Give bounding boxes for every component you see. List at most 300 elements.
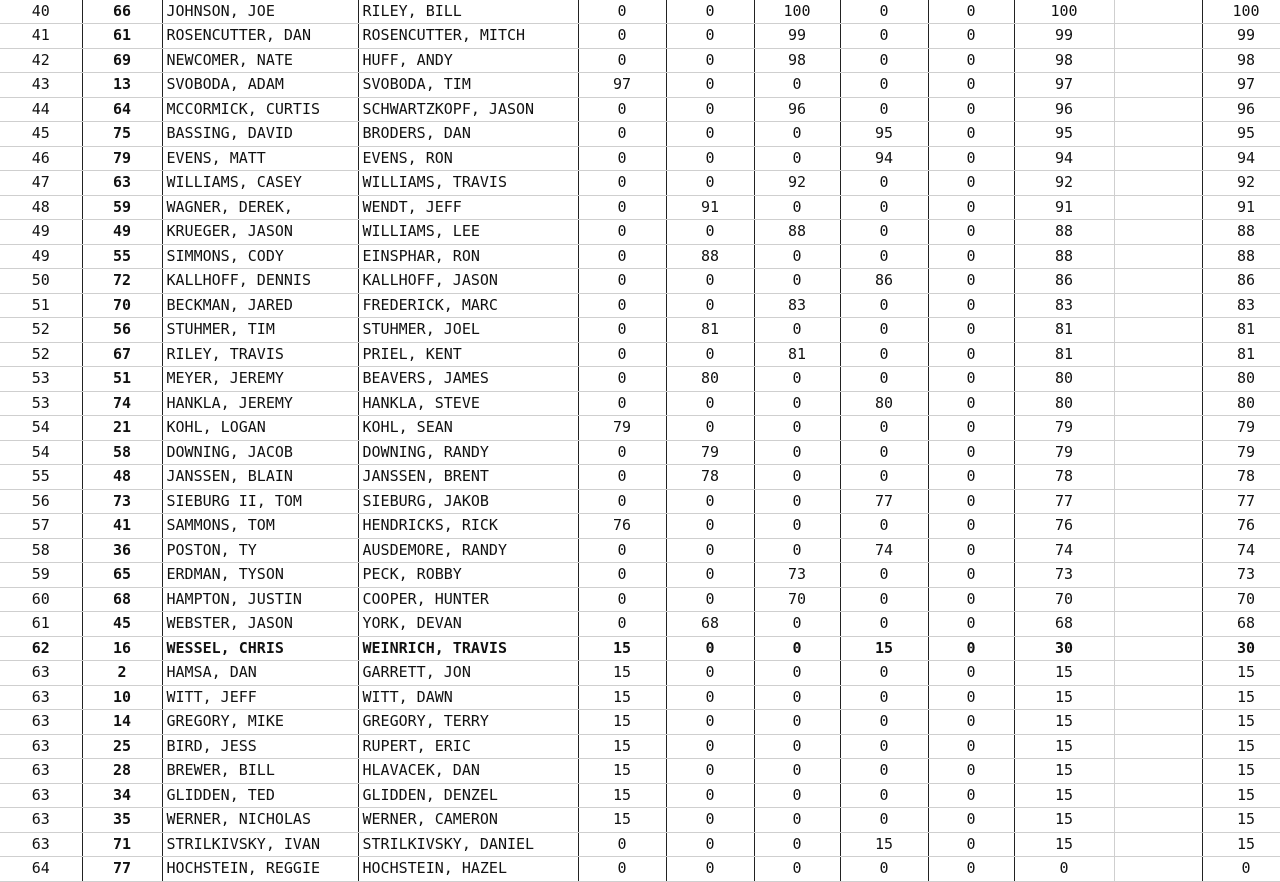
total-points-cell: 70	[1014, 587, 1114, 612]
partner-cell: JANSSEN, BRENT	[358, 465, 578, 490]
table-row	[0, 342, 1280, 367]
final-points-cell: 88	[1202, 244, 1280, 269]
blank-cell	[1114, 367, 1202, 392]
team-number-cell: 68	[82, 587, 162, 612]
partner-cell: HUFF, ANDY	[358, 48, 578, 73]
race-3-points-cell: 0	[754, 857, 840, 882]
team-number-cell: 48	[82, 465, 162, 490]
partner-cell: RUPERT, ERIC	[358, 734, 578, 759]
race-3-points-cell: 73	[754, 563, 840, 588]
place-cell: 46	[0, 146, 82, 171]
table-row	[0, 367, 1280, 392]
race-3-points-cell: 99	[754, 24, 840, 49]
partner-cell: ROSENCUTTER, MITCH	[358, 24, 578, 49]
race-2-points-cell: 0	[666, 808, 754, 833]
race-2-points-cell: 0	[666, 48, 754, 73]
table-row	[0, 293, 1280, 318]
driver-cell: STUHMER, TIM	[162, 318, 358, 343]
driver-cell: SAMMONS, TOM	[162, 514, 358, 539]
race-5-points-cell: 0	[928, 636, 1014, 661]
team-number-cell: 72	[82, 269, 162, 294]
partner-cell: GLIDDEN, DENZEL	[358, 783, 578, 808]
race-4-points-cell: 74	[840, 538, 928, 563]
table-row	[0, 146, 1280, 171]
race-3-points-cell: 0	[754, 808, 840, 833]
race-3-points-cell: 0	[754, 612, 840, 637]
partner-cell: GREGORY, TERRY	[358, 710, 578, 735]
total-points-cell: 91	[1014, 195, 1114, 220]
blank-cell	[1114, 122, 1202, 147]
place-cell: 47	[0, 171, 82, 196]
race-5-points-cell: 0	[928, 48, 1014, 73]
place-cell: 53	[0, 391, 82, 416]
partner-cell: WERNER, CAMERON	[358, 808, 578, 833]
table-row	[0, 269, 1280, 294]
driver-cell: GREGORY, MIKE	[162, 710, 358, 735]
place-cell: 45	[0, 122, 82, 147]
blank-cell	[1114, 48, 1202, 73]
place-cell: 62	[0, 636, 82, 661]
final-points-cell: 15	[1202, 832, 1280, 857]
total-points-cell: 77	[1014, 489, 1114, 514]
blank-cell	[1114, 220, 1202, 245]
place-cell: 63	[0, 685, 82, 710]
race-3-points-cell: 0	[754, 416, 840, 441]
race-1-points-cell: 0	[578, 538, 666, 563]
race-1-points-cell: 0	[578, 857, 666, 882]
race-5-points-cell: 0	[928, 538, 1014, 563]
driver-cell: WESSEL, CHRIS	[162, 636, 358, 661]
table-row	[0, 97, 1280, 122]
race-3-points-cell: 88	[754, 220, 840, 245]
blank-cell	[1114, 832, 1202, 857]
race-5-points-cell: 0	[928, 391, 1014, 416]
race-1-points-cell: 0	[578, 367, 666, 392]
race-5-points-cell: 0	[928, 342, 1014, 367]
place-cell: 57	[0, 514, 82, 539]
race-4-points-cell: 0	[840, 661, 928, 686]
final-points-cell: 15	[1202, 685, 1280, 710]
total-points-cell: 78	[1014, 465, 1114, 490]
blank-cell	[1114, 514, 1202, 539]
race-2-points-cell: 0	[666, 710, 754, 735]
place-cell: 49	[0, 220, 82, 245]
race-4-points-cell: 0	[840, 465, 928, 490]
race-1-points-cell: 0	[578, 220, 666, 245]
driver-cell: STRILKIVSKY, IVAN	[162, 832, 358, 857]
table-row	[0, 489, 1280, 514]
final-points-cell: 79	[1202, 416, 1280, 441]
race-3-points-cell: 100	[754, 0, 840, 24]
race-4-points-cell: 0	[840, 73, 928, 98]
team-number-cell: 73	[82, 489, 162, 514]
team-number-cell: 67	[82, 342, 162, 367]
total-points-cell: 15	[1014, 832, 1114, 857]
place-cell: 43	[0, 73, 82, 98]
blank-cell	[1114, 440, 1202, 465]
race-4-points-cell: 0	[840, 685, 928, 710]
team-number-cell: 63	[82, 171, 162, 196]
table-row	[0, 857, 1280, 882]
partner-cell: PRIEL, KENT	[358, 342, 578, 367]
race-1-points-cell: 0	[578, 612, 666, 637]
partner-cell: HOCHSTEIN, HAZEL	[358, 857, 578, 882]
blank-cell	[1114, 391, 1202, 416]
race-2-points-cell: 0	[666, 391, 754, 416]
race-5-points-cell: 0	[928, 489, 1014, 514]
partner-cell: SIEBURG, JAKOB	[358, 489, 578, 514]
table-row	[0, 832, 1280, 857]
race-3-points-cell: 0	[754, 514, 840, 539]
partner-cell: HANKLA, STEVE	[358, 391, 578, 416]
race-4-points-cell: 15	[840, 636, 928, 661]
total-points-cell: 76	[1014, 514, 1114, 539]
final-points-cell: 15	[1202, 710, 1280, 735]
blank-cell	[1114, 489, 1202, 514]
race-3-points-cell: 0	[754, 318, 840, 343]
race-1-points-cell: 0	[578, 465, 666, 490]
final-points-cell: 83	[1202, 293, 1280, 318]
race-1-points-cell: 97	[578, 73, 666, 98]
race-5-points-cell: 0	[928, 514, 1014, 539]
table-row	[0, 661, 1280, 686]
driver-cell: SIMMONS, CODY	[162, 244, 358, 269]
race-3-points-cell: 0	[754, 465, 840, 490]
race-5-points-cell: 0	[928, 612, 1014, 637]
race-5-points-cell: 0	[928, 710, 1014, 735]
race-5-points-cell: 0	[928, 563, 1014, 588]
race-4-points-cell: 95	[840, 122, 928, 147]
total-points-cell: 68	[1014, 612, 1114, 637]
race-4-points-cell: 0	[840, 734, 928, 759]
total-points-cell: 15	[1014, 783, 1114, 808]
place-cell: 61	[0, 612, 82, 637]
total-points-cell: 74	[1014, 538, 1114, 563]
table-row	[0, 195, 1280, 220]
race-4-points-cell: 0	[840, 783, 928, 808]
race-1-points-cell: 0	[578, 24, 666, 49]
race-3-points-cell: 0	[754, 661, 840, 686]
final-points-cell: 94	[1202, 146, 1280, 171]
race-3-points-cell: 92	[754, 171, 840, 196]
blank-cell	[1114, 24, 1202, 49]
race-5-points-cell: 0	[928, 220, 1014, 245]
race-2-points-cell: 0	[666, 563, 754, 588]
blank-cell	[1114, 783, 1202, 808]
race-1-points-cell: 0	[578, 195, 666, 220]
blank-cell	[1114, 0, 1202, 24]
partner-cell: SCHWARTZKOPF, JASON	[358, 97, 578, 122]
race-4-points-cell: 0	[840, 612, 928, 637]
race-4-points-cell: 0	[840, 710, 928, 735]
place-cell: 63	[0, 710, 82, 735]
driver-cell: ERDMAN, TYSON	[162, 563, 358, 588]
race-5-points-cell: 0	[928, 244, 1014, 269]
team-number-cell: 25	[82, 734, 162, 759]
table-row	[0, 122, 1280, 147]
driver-cell: KRUEGER, JASON	[162, 220, 358, 245]
race-1-points-cell: 0	[578, 269, 666, 294]
race-3-points-cell: 83	[754, 293, 840, 318]
final-points-cell: 0	[1202, 857, 1280, 882]
driver-cell: BIRD, JESS	[162, 734, 358, 759]
driver-cell: EVENS, MATT	[162, 146, 358, 171]
place-cell: 41	[0, 24, 82, 49]
race-4-points-cell: 0	[840, 367, 928, 392]
race-1-points-cell: 0	[578, 489, 666, 514]
race-2-points-cell: 80	[666, 367, 754, 392]
final-points-cell: 68	[1202, 612, 1280, 637]
race-2-points-cell: 0	[666, 759, 754, 784]
race-5-points-cell: 0	[928, 122, 1014, 147]
blank-cell	[1114, 710, 1202, 735]
total-points-cell: 100	[1014, 0, 1114, 24]
race-3-points-cell: 0	[754, 759, 840, 784]
partner-cell: BRODERS, DAN	[358, 122, 578, 147]
place-cell: 54	[0, 440, 82, 465]
team-number-cell: 45	[82, 612, 162, 637]
race-2-points-cell: 0	[666, 734, 754, 759]
race-2-points-cell: 0	[666, 636, 754, 661]
blank-cell	[1114, 808, 1202, 833]
race-5-points-cell: 0	[928, 367, 1014, 392]
final-points-cell: 77	[1202, 489, 1280, 514]
table-row	[0, 244, 1280, 269]
team-number-cell: 56	[82, 318, 162, 343]
place-cell: 55	[0, 465, 82, 490]
partner-cell: YORK, DEVAN	[358, 612, 578, 637]
race-5-points-cell: 0	[928, 734, 1014, 759]
race-4-points-cell: 0	[840, 563, 928, 588]
blank-cell	[1114, 734, 1202, 759]
partner-cell: WEINRICH, TRAVIS	[358, 636, 578, 661]
race-2-points-cell: 0	[666, 587, 754, 612]
race-4-points-cell: 0	[840, 440, 928, 465]
race-4-points-cell: 0	[840, 342, 928, 367]
race-4-points-cell: 0	[840, 220, 928, 245]
blank-cell	[1114, 685, 1202, 710]
team-number-cell: 34	[82, 783, 162, 808]
total-points-cell: 80	[1014, 367, 1114, 392]
partner-cell: STUHMER, JOEL	[358, 318, 578, 343]
place-cell: 44	[0, 97, 82, 122]
team-number-cell: 71	[82, 832, 162, 857]
blank-cell	[1114, 416, 1202, 441]
race-5-points-cell: 0	[928, 146, 1014, 171]
driver-cell: WITT, JEFF	[162, 685, 358, 710]
final-points-cell: 80	[1202, 367, 1280, 392]
place-cell: 63	[0, 661, 82, 686]
race-4-points-cell: 0	[840, 416, 928, 441]
total-points-cell: 97	[1014, 73, 1114, 98]
partner-cell: KOHL, SEAN	[358, 416, 578, 441]
blank-cell	[1114, 759, 1202, 784]
race-4-points-cell: 0	[840, 24, 928, 49]
blank-cell	[1114, 195, 1202, 220]
table-row	[0, 759, 1280, 784]
race-1-points-cell: 0	[578, 122, 666, 147]
race-2-points-cell: 0	[666, 0, 754, 24]
race-5-points-cell: 0	[928, 293, 1014, 318]
race-1-points-cell: 0	[578, 0, 666, 24]
race-4-points-cell: 15	[840, 832, 928, 857]
total-points-cell: 79	[1014, 416, 1114, 441]
total-points-cell: 83	[1014, 293, 1114, 318]
race-2-points-cell: 0	[666, 220, 754, 245]
table-row	[0, 783, 1280, 808]
final-points-cell: 81	[1202, 318, 1280, 343]
race-4-points-cell: 0	[840, 97, 928, 122]
team-number-cell: 2	[82, 661, 162, 686]
final-points-cell: 79	[1202, 440, 1280, 465]
race-2-points-cell: 0	[666, 293, 754, 318]
race-5-points-cell: 0	[928, 97, 1014, 122]
partner-cell: BEAVERS, JAMES	[358, 367, 578, 392]
team-number-cell: 49	[82, 220, 162, 245]
table-row	[0, 220, 1280, 245]
table-row	[0, 440, 1280, 465]
race-3-points-cell: 0	[754, 783, 840, 808]
place-cell: 49	[0, 244, 82, 269]
final-points-cell: 92	[1202, 171, 1280, 196]
table-row	[0, 808, 1280, 833]
place-cell: 58	[0, 538, 82, 563]
partner-cell: PECK, ROBBY	[358, 563, 578, 588]
table-row	[0, 636, 1280, 661]
race-2-points-cell: 0	[666, 24, 754, 49]
final-points-cell: 70	[1202, 587, 1280, 612]
total-points-cell: 0	[1014, 857, 1114, 882]
race-1-points-cell: 0	[578, 832, 666, 857]
blank-cell	[1114, 97, 1202, 122]
driver-cell: KALLHOFF, DENNIS	[162, 269, 358, 294]
team-number-cell: 35	[82, 808, 162, 833]
partner-cell: WITT, DAWN	[358, 685, 578, 710]
total-points-cell: 88	[1014, 244, 1114, 269]
driver-cell: BREWER, BILL	[162, 759, 358, 784]
table-row	[0, 514, 1280, 539]
total-points-cell: 98	[1014, 48, 1114, 73]
partner-cell: WENDT, JEFF	[358, 195, 578, 220]
place-cell: 42	[0, 48, 82, 73]
race-1-points-cell: 0	[578, 587, 666, 612]
place-cell: 56	[0, 489, 82, 514]
blank-cell	[1114, 465, 1202, 490]
blank-cell	[1114, 538, 1202, 563]
partner-cell: STRILKIVSKY, DANIEL	[358, 832, 578, 857]
partner-cell: HLAVACEK, DAN	[358, 759, 578, 784]
race-4-points-cell: 0	[840, 808, 928, 833]
partner-cell: WILLIAMS, LEE	[358, 220, 578, 245]
driver-cell: WAGNER, DEREK,	[162, 195, 358, 220]
race-2-points-cell: 0	[666, 97, 754, 122]
table-row	[0, 612, 1280, 637]
driver-cell: KOHL, LOGAN	[162, 416, 358, 441]
driver-cell: HAMPTON, JUSTIN	[162, 587, 358, 612]
team-number-cell: 41	[82, 514, 162, 539]
total-points-cell: 96	[1014, 97, 1114, 122]
place-cell: 59	[0, 563, 82, 588]
final-points-cell: 98	[1202, 48, 1280, 73]
partner-cell: DOWNING, RANDY	[358, 440, 578, 465]
partner-cell: EINSPHAR, RON	[358, 244, 578, 269]
table-row	[0, 391, 1280, 416]
driver-cell: HAMSA, DAN	[162, 661, 358, 686]
race-1-points-cell: 0	[578, 293, 666, 318]
total-points-cell: 88	[1014, 220, 1114, 245]
team-number-cell: 36	[82, 538, 162, 563]
race-2-points-cell: 0	[666, 489, 754, 514]
total-points-cell: 81	[1014, 318, 1114, 343]
blank-cell	[1114, 857, 1202, 882]
race-3-points-cell: 0	[754, 832, 840, 857]
race-5-points-cell: 0	[928, 759, 1014, 784]
race-1-points-cell: 0	[578, 97, 666, 122]
partner-cell: SVOBODA, TIM	[358, 73, 578, 98]
final-points-cell: 73	[1202, 563, 1280, 588]
race-1-points-cell: 15	[578, 808, 666, 833]
table-row	[0, 318, 1280, 343]
place-cell: 63	[0, 759, 82, 784]
total-points-cell: 92	[1014, 171, 1114, 196]
final-points-cell: 100	[1202, 0, 1280, 24]
blank-cell	[1114, 318, 1202, 343]
driver-cell: WILLIAMS, CASEY	[162, 171, 358, 196]
race-2-points-cell: 79	[666, 440, 754, 465]
blank-cell	[1114, 73, 1202, 98]
race-5-points-cell: 0	[928, 195, 1014, 220]
place-cell: 48	[0, 195, 82, 220]
race-3-points-cell: 98	[754, 48, 840, 73]
final-points-cell: 91	[1202, 195, 1280, 220]
race-1-points-cell: 15	[578, 734, 666, 759]
final-points-cell: 15	[1202, 661, 1280, 686]
partner-cell: KALLHOFF, JASON	[358, 269, 578, 294]
race-3-points-cell: 0	[754, 440, 840, 465]
race-4-points-cell: 0	[840, 244, 928, 269]
race-1-points-cell: 15	[578, 636, 666, 661]
final-points-cell: 15	[1202, 783, 1280, 808]
final-points-cell: 74	[1202, 538, 1280, 563]
driver-cell: BASSING, DAVID	[162, 122, 358, 147]
race-1-points-cell: 0	[578, 318, 666, 343]
driver-cell: JOHNSON, JOE	[162, 0, 358, 24]
partner-cell: COOPER, HUNTER	[358, 587, 578, 612]
table-row	[0, 73, 1280, 98]
race-1-points-cell: 15	[578, 685, 666, 710]
team-number-cell: 64	[82, 97, 162, 122]
team-number-cell: 61	[82, 24, 162, 49]
driver-cell: NEWCOMER, NATE	[162, 48, 358, 73]
total-points-cell: 81	[1014, 342, 1114, 367]
race-4-points-cell: 0	[840, 48, 928, 73]
race-3-points-cell: 0	[754, 122, 840, 147]
race-4-points-cell: 0	[840, 0, 928, 24]
final-points-cell: 96	[1202, 97, 1280, 122]
race-2-points-cell: 68	[666, 612, 754, 637]
final-points-cell: 15	[1202, 759, 1280, 784]
race-1-points-cell: 79	[578, 416, 666, 441]
place-cell: 52	[0, 342, 82, 367]
blank-cell	[1114, 293, 1202, 318]
blank-cell	[1114, 146, 1202, 171]
table-row	[0, 710, 1280, 735]
table-row	[0, 563, 1280, 588]
race-4-points-cell: 86	[840, 269, 928, 294]
final-points-cell: 95	[1202, 122, 1280, 147]
driver-cell: RILEY, TRAVIS	[162, 342, 358, 367]
race-5-points-cell: 0	[928, 416, 1014, 441]
